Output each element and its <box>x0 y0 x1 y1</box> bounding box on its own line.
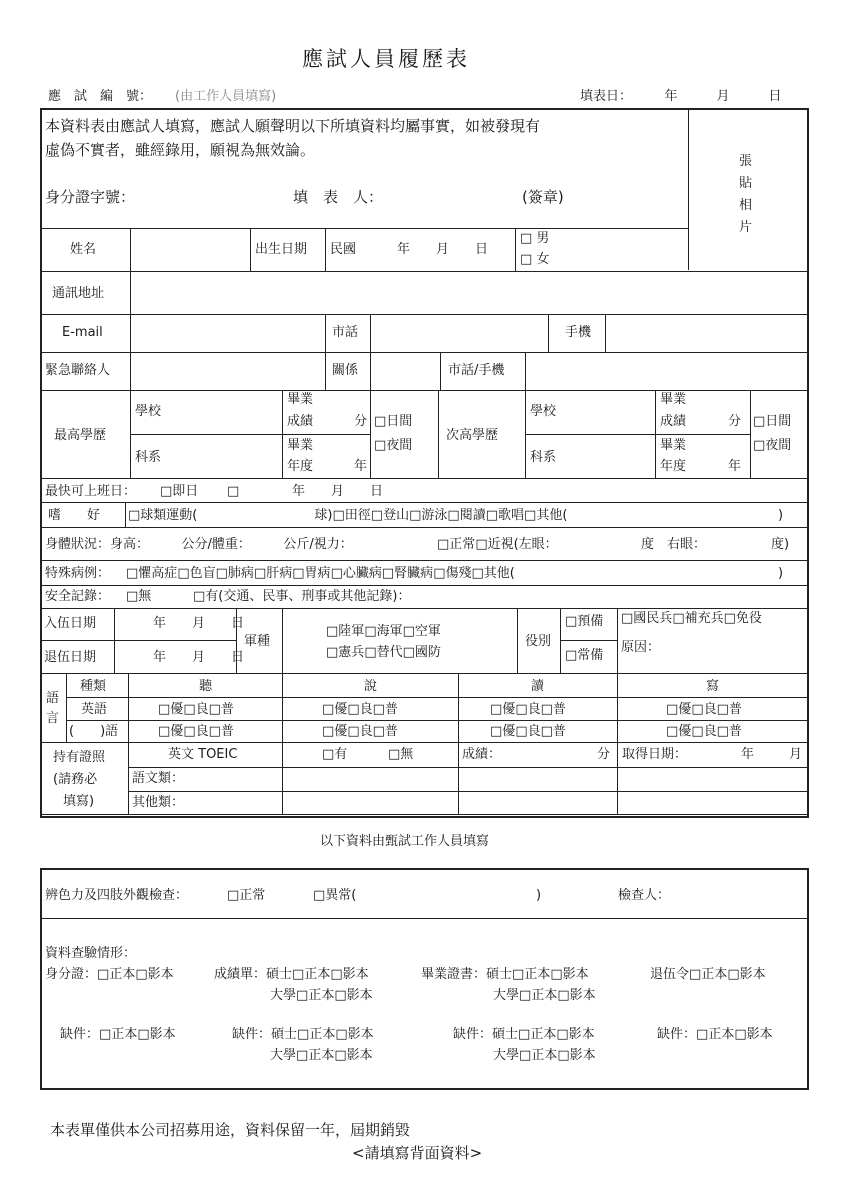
lang-kind-header: 種類 <box>80 679 107 694</box>
checker-label: 檢查人： <box>618 888 671 903</box>
exempt-reason-label: 原因： <box>621 640 661 655</box>
tel-mobile-label: 市話/手機 <box>448 363 505 378</box>
birth-label: 出生日期 <box>255 242 308 257</box>
missing-diploma-master[interactable]: 缺件：碩士□正本□影本 <box>453 1027 595 1042</box>
photo-box[interactable] <box>689 110 807 270</box>
enlist-label: 入伍日期 <box>44 616 97 631</box>
second-score-unit: 分 <box>728 414 742 429</box>
second-dept-label: 科系 <box>530 450 557 465</box>
disease-other: 其他( <box>483 566 515 581</box>
disease-heart: 心臟病 <box>342 566 382 581</box>
body-status-label: 身體狀況：身高： 公分/體重： 公斤/視力： <box>45 537 353 552</box>
hobby-close-paren: ) <box>778 508 784 523</box>
second-school-label: 學校 <box>530 404 557 419</box>
other-write-rating[interactable]: □優□良□普 <box>666 724 742 739</box>
verify-label: 資料查驗情形： <box>45 946 137 961</box>
photo-char-1: 張 <box>739 154 753 169</box>
highest-dept-label: 科系 <box>135 450 162 465</box>
tel-label: 市話 <box>332 325 359 340</box>
other-read-rating[interactable]: □優□良□普 <box>490 724 566 739</box>
abnormal-close-paren: ) <box>536 888 542 903</box>
cert-month-unit: 月 <box>789 747 803 762</box>
service-type-options[interactable]: □國民兵□補充兵□免役 <box>621 611 762 626</box>
second-edu-label: 次高學歷 <box>446 428 499 443</box>
disease-options[interactable]: □懼高症□色盲□肺病□肝病□胃病□心臟病□腎臟病□傷殘□其他( <box>126 566 515 581</box>
disease-acrophobia: 懼高症 <box>138 566 178 581</box>
female-option[interactable]: □ 女 <box>520 252 550 267</box>
other-listen-rating[interactable]: □優□良□普 <box>158 724 234 739</box>
night-label: 夜間 <box>765 438 792 453</box>
missing-discharge-order[interactable]: 缺件：□正本□影本 <box>657 1027 773 1042</box>
toeic-has: 有 <box>334 747 348 762</box>
female-label: 女 <box>536 252 550 267</box>
color-check-normal[interactable]: □正常 <box>227 888 266 903</box>
declaration-line-1: 本資料表由應試人填寫，應試人願聲明以下所填資料均屬事實，如被發現有 <box>45 117 541 135</box>
branch-label: 軍種 <box>244 634 271 649</box>
exam-no-label: 應 試 編 號： <box>48 89 153 104</box>
second-year-unit: 年 <box>728 459 742 474</box>
toeic-none: 無 <box>400 747 414 762</box>
service-exempt: 免役 <box>735 611 762 626</box>
english-speak-rating[interactable]: □優□良□普 <box>322 702 398 717</box>
highest-score-unit: 分 <box>354 414 368 429</box>
second-grad-label: 畢業 <box>660 392 687 407</box>
page-title: 應試人員履歷表 <box>302 47 470 71</box>
color-check-label: 辨色力及四肢外觀檢查： <box>45 888 189 903</box>
disease-kidney: 腎臟病 <box>394 566 434 581</box>
cert-label-2: (請務必 <box>53 772 98 787</box>
service-national: 國民兵 <box>633 611 673 626</box>
branch-air: 空軍 <box>414 624 441 639</box>
disease-liver: 肝病 <box>266 566 293 581</box>
declaration-line-2: 虛偽不實者，雖經錄用，願視為無效論。 <box>45 141 316 159</box>
english-write-rating[interactable]: □優□良□普 <box>666 702 742 717</box>
security-has-option[interactable]: □有(交通、民事、刑事或其他記錄)： <box>193 589 411 604</box>
email-label: E-mail <box>62 325 103 340</box>
start-immediate-option[interactable]: □即日 <box>160 484 199 499</box>
second-year-label: 年度 <box>660 459 687 474</box>
day-label: 日間 <box>386 414 413 429</box>
verify-transcript-univ[interactable]: 大學□正本□影本 <box>270 988 373 1003</box>
security-has: 有(交通、民事、刑事或其他記錄)： <box>205 589 411 604</box>
branch-options-1[interactable]: □陸軍□海軍□空軍 <box>326 624 441 639</box>
highest-grad-label-2: 畢業 <box>287 438 314 453</box>
fill-date-label: 填表日： 年 月 日 <box>580 89 782 104</box>
male-option[interactable]: □ 男 <box>520 231 550 246</box>
verify-diploma-univ[interactable]: 大學□正本□影本 <box>493 988 596 1003</box>
lang-other-label: ( )語 <box>69 724 119 739</box>
toeic-none-option[interactable]: □無 <box>388 747 414 762</box>
start-date-label: 最快可上班日： <box>45 484 137 499</box>
lang-english-label: 英語 <box>81 702 108 717</box>
security-none-option[interactable]: □無 <box>126 589 152 604</box>
highest-night-option[interactable]: □夜間 <box>374 438 413 453</box>
second-night-option[interactable]: □夜間 <box>753 438 792 453</box>
footer-notice: 本表單僅供本公司招募用途，資料保留一年，屆期銷毀 <box>50 1121 411 1139</box>
missing-id-row[interactable]: 缺件：□正本□影本 <box>60 1027 176 1042</box>
address-field[interactable] <box>131 272 807 313</box>
hobby-reading: 閱讀 <box>459 508 486 523</box>
photo-char-2: 貼 <box>739 176 753 191</box>
right-eye-label: 度 右眼： <box>641 537 707 552</box>
language-label-2: 言 <box>46 711 60 726</box>
cert-date-label: 取得日期： <box>622 747 688 762</box>
discharge-order-label: 退伍令 <box>650 967 690 982</box>
lang-speak-header: 說 <box>364 679 378 694</box>
footer-back-notice: <請填寫背面資料> <box>352 1144 483 1162</box>
male-label: 男 <box>536 231 550 246</box>
highest-score-label: 成績 <box>287 414 314 429</box>
relation-label: 關係 <box>332 363 359 378</box>
english-listen-rating[interactable]: □優□良□普 <box>158 702 234 717</box>
highest-year-label: 年度 <box>287 459 314 474</box>
cert-lang-label: 語文類： <box>132 771 185 786</box>
service-supplement: 補充兵 <box>684 611 724 626</box>
birth-ymd: 年 月 日 <box>397 242 489 257</box>
branch-defense: 國防 <box>414 645 441 660</box>
highest-year-unit: 年 <box>354 459 368 474</box>
enlist-ymd: 年 月 日 <box>153 616 245 631</box>
hobby-options[interactable]: □球類運動( 球)□田徑□登山□游泳□閱讀□歌唱□其他( <box>128 508 568 523</box>
security-label: 安全記錄： <box>45 589 111 604</box>
diploma-label: 畢業證書： <box>421 967 487 982</box>
hobby-track: 田徑 <box>344 508 371 523</box>
reserve-label: 預備 <box>577 614 604 629</box>
disease-colorblind: 色盲 <box>189 566 216 581</box>
mobile-label: 手機 <box>565 325 592 340</box>
highest-day-option[interactable]: □日間 <box>374 414 413 429</box>
disease-close-paren: ) <box>778 566 784 581</box>
vision-normal: 正常 <box>449 537 476 552</box>
disease-disability: 傷殘 <box>445 566 472 581</box>
toeic-score-unit: 分 <box>597 747 611 762</box>
branch-mp: 憲兵 <box>338 645 365 660</box>
roc-label: 民國 <box>330 242 357 257</box>
night-label: 夜間 <box>386 438 413 453</box>
reserve-option[interactable]: □預備 <box>565 614 604 629</box>
hobby-label: 嗜 好 <box>48 508 101 523</box>
hobby-sports: 球類運動( 球) <box>140 508 333 523</box>
photo-char-4: 片 <box>739 220 753 235</box>
id-number-label: 身分證字號： <box>45 188 136 206</box>
security-none: 無 <box>138 589 152 604</box>
english-read-rating[interactable]: □優□良□普 <box>490 702 566 717</box>
cert-label-1: 持有證照 <box>53 750 106 765</box>
photo-char-3: 相 <box>739 198 753 213</box>
role-label: 役別 <box>525 634 552 649</box>
hobby-singing: 歌唱 <box>498 508 525 523</box>
name-label: 姓名 <box>70 242 97 257</box>
regular-option[interactable]: □常備 <box>565 648 604 663</box>
hobby-other: 其他( <box>536 508 568 523</box>
highest-edu-label: 最高學歷 <box>54 428 107 443</box>
cert-year-unit: 年 <box>741 747 755 762</box>
toeic-has-option[interactable]: □有 <box>322 747 348 762</box>
highest-grad-label: 畢業 <box>287 392 314 407</box>
cert-label-3: 填寫) <box>63 794 95 809</box>
discharge-label: 退伍日期 <box>44 650 97 665</box>
second-score-label: 成績 <box>660 414 687 429</box>
day-label: 日間 <box>765 414 792 429</box>
verify-discharge-order[interactable]: 退伍令□正本□影本 <box>650 967 766 982</box>
immediate-label: 即日 <box>172 484 199 499</box>
hobby-hiking: 登山 <box>383 508 410 523</box>
highest-school-label: 學校 <box>135 404 162 419</box>
staff-notice: 以下資料由甄試工作人員填寫 <box>320 834 490 849</box>
color-check-abnormal[interactable]: □異常( <box>313 888 357 903</box>
verify-id-row[interactable]: 身分證：□正本□影本 <box>45 967 174 982</box>
disease-label: 特殊病例： <box>45 566 111 581</box>
regular-label: 常備 <box>577 648 604 663</box>
discharge-ymd: 年 月 日 <box>153 650 245 665</box>
language-label-1: 語 <box>46 691 60 706</box>
branch-options-2[interactable]: □憲兵□替代□國防 <box>326 645 441 660</box>
second-grad-label-2: 畢業 <box>660 438 687 453</box>
start-date-checkbox[interactable]: □ <box>227 484 240 499</box>
missing-transcript-master[interactable]: 缺件：碩士□正本□影本 <box>232 1027 374 1042</box>
disease-lung: 肺病 <box>227 566 254 581</box>
lang-listen-header: 聽 <box>199 679 213 694</box>
lang-write-header: 寫 <box>706 679 720 694</box>
lang-read-header: 讀 <box>531 679 545 694</box>
degree-close: 度) <box>771 537 790 552</box>
transcript-label: 成績單： <box>214 967 267 982</box>
branch-substitute: 替代 <box>376 645 403 660</box>
missing-diploma-univ[interactable]: 大學□正本□影本 <box>493 1048 596 1063</box>
second-day-option[interactable]: □日間 <box>753 414 792 429</box>
verify-transcript-master[interactable]: 成績單：碩士□正本□影本 <box>214 967 369 982</box>
filler-label: 填 表 人： <box>293 188 384 206</box>
branch-navy: 海軍 <box>376 624 403 639</box>
id-doc-label: 身分證： <box>45 967 98 982</box>
start-ymd: 年 月 日 <box>292 484 384 499</box>
cert-other-label: 其他類： <box>132 795 185 810</box>
emergency-label: 緊急聯絡人 <box>45 363 111 378</box>
toeic-label: 英文 TOEIC <box>168 747 238 762</box>
address-label: 通訊地址 <box>52 286 105 301</box>
other-speak-rating[interactable]: □優□良□普 <box>322 724 398 739</box>
toeic-score-label: 成績： <box>462 747 502 762</box>
exam-no-hint: (由工作人員填寫) <box>175 89 277 104</box>
verify-diploma-master[interactable]: 畢業證書：碩士□正本□影本 <box>421 967 589 982</box>
hobby-swim: 游泳 <box>421 508 448 523</box>
branch-army: 陸軍 <box>338 624 365 639</box>
disease-stomach: 胃病 <box>304 566 331 581</box>
signature-label: (簽章) <box>522 188 564 206</box>
vision-myopia: 近視(左眼： <box>487 537 558 552</box>
vision-options[interactable]: □正常□近視(左眼： <box>437 537 558 552</box>
missing-transcript-univ[interactable]: 大學□正本□影本 <box>270 1048 373 1063</box>
